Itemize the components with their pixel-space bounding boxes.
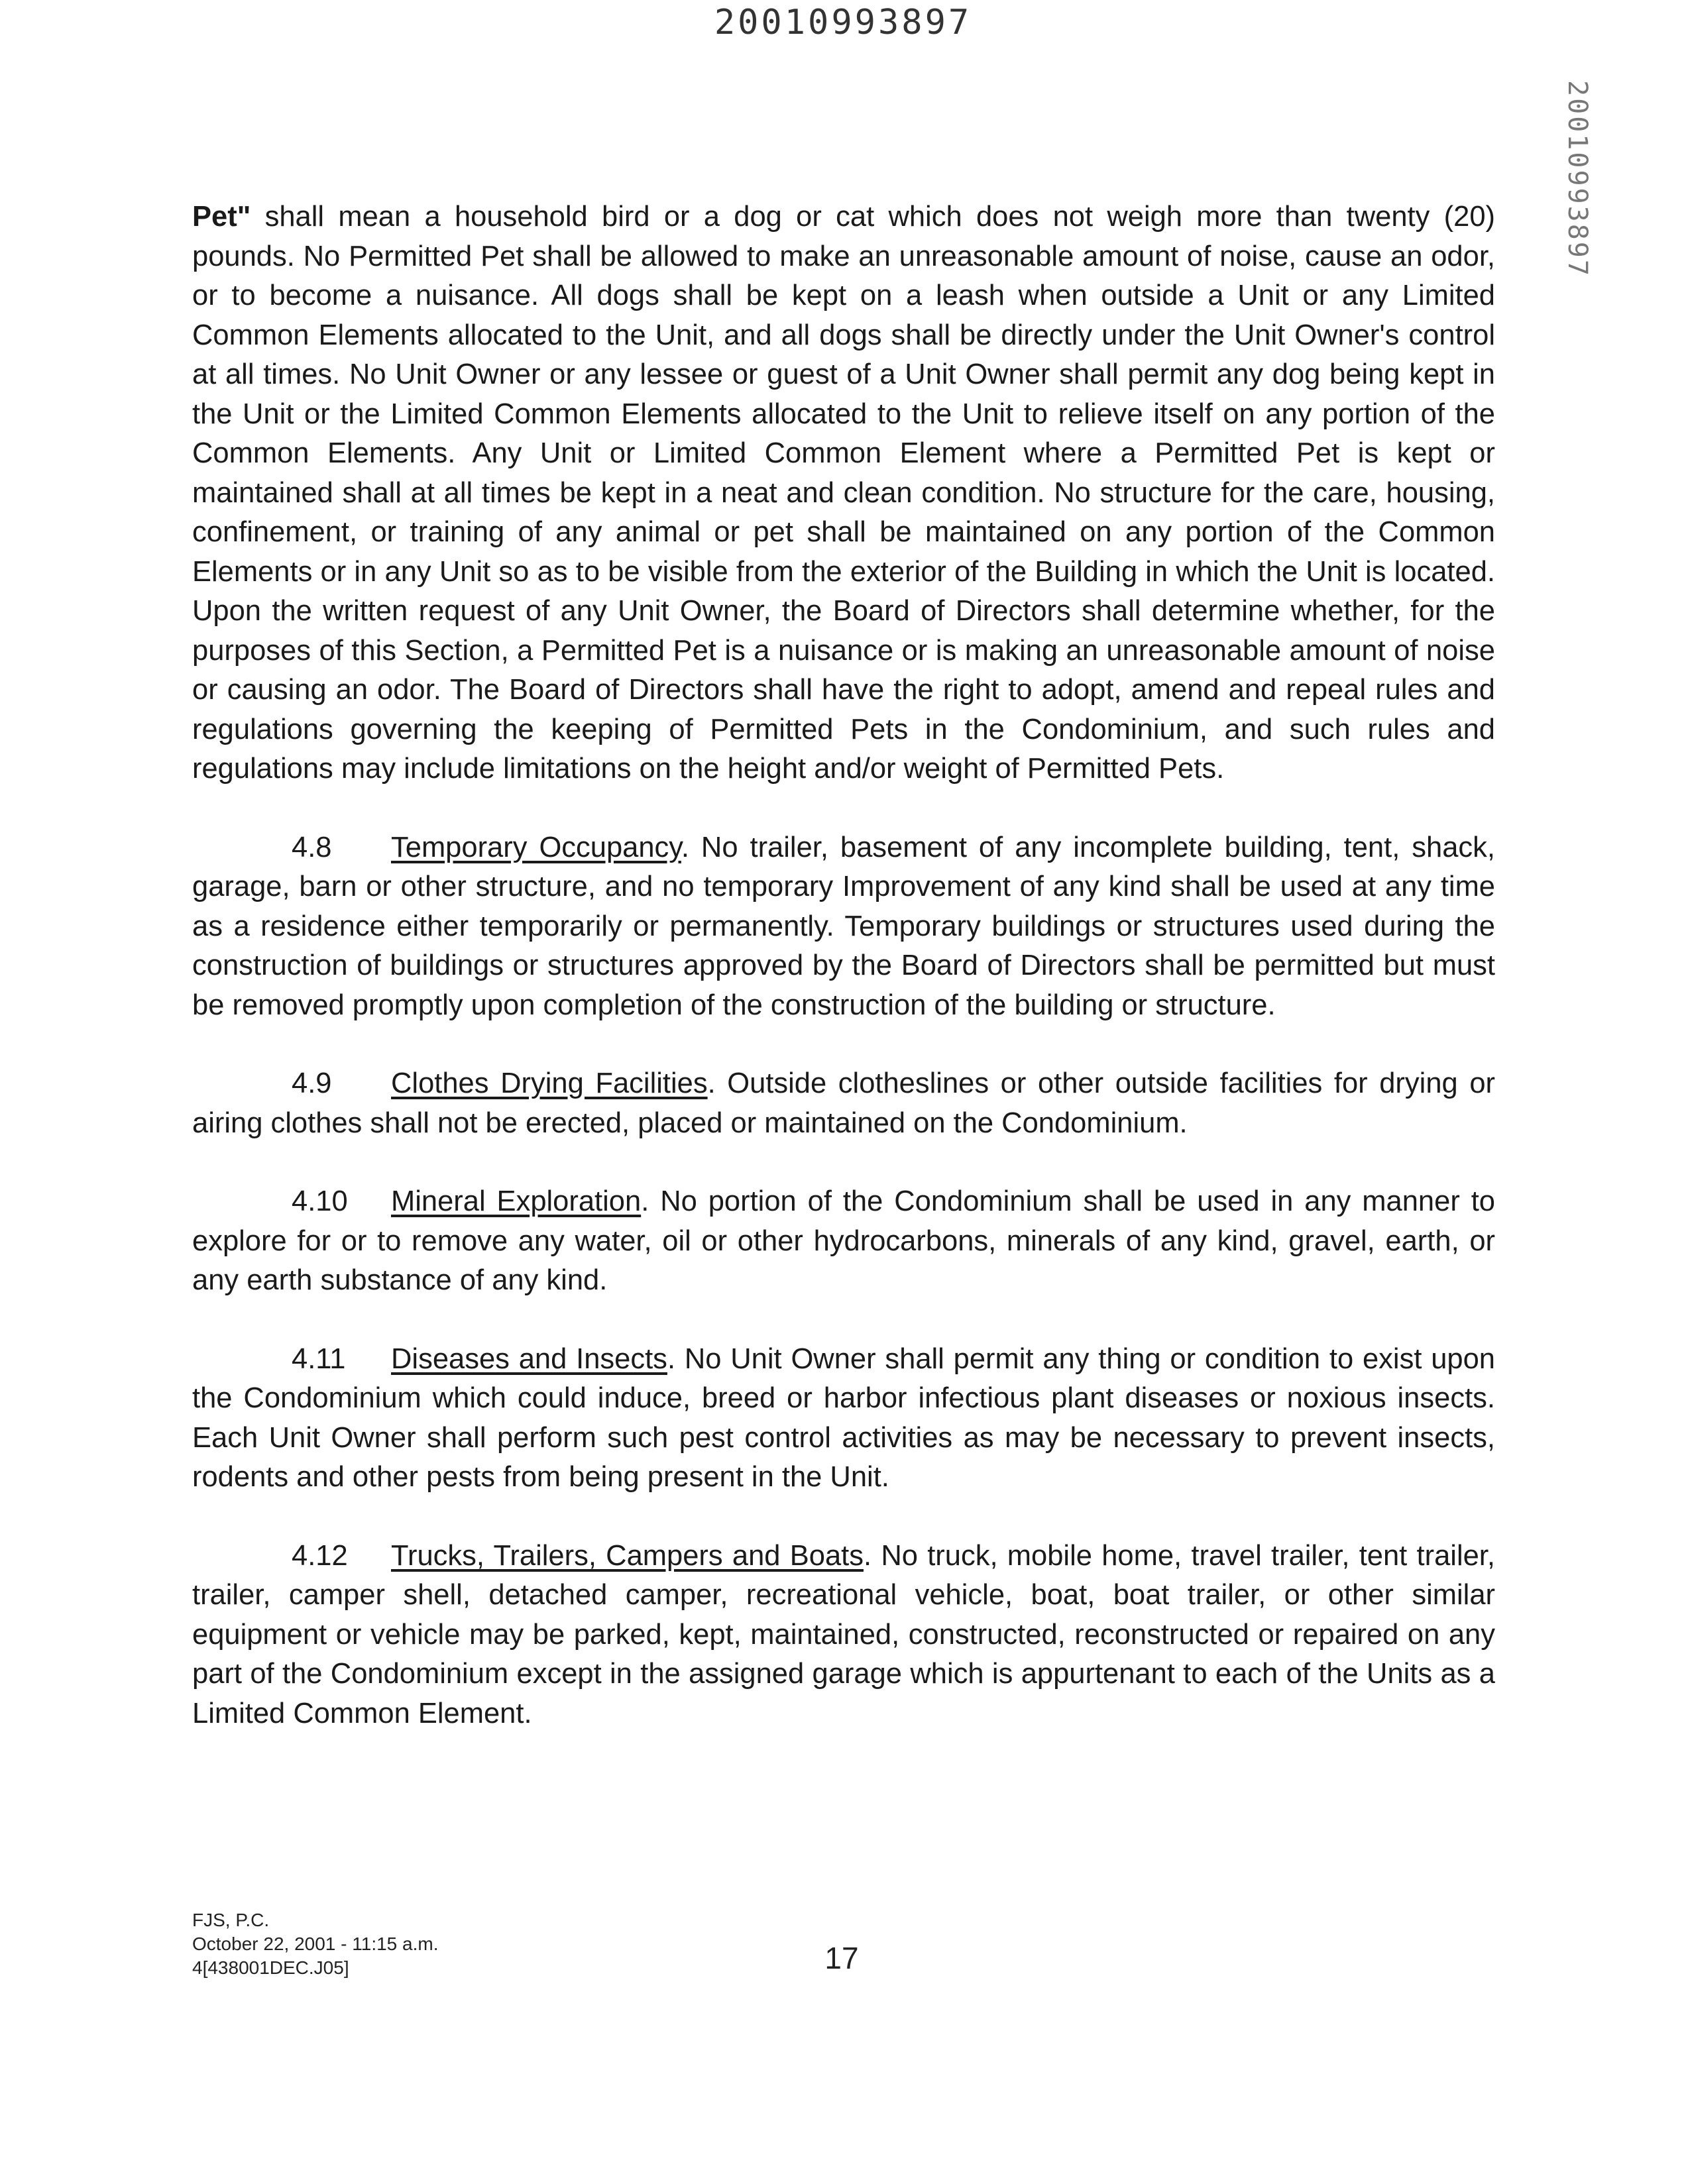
document-number: 20010993897 bbox=[714, 3, 972, 42]
side-stamp-text: 20010993897 bbox=[1562, 80, 1593, 278]
section-4-11 bbox=[192, 1340, 1495, 1498]
section-number: 4.8 bbox=[292, 831, 332, 863]
footer bbox=[192, 1908, 438, 1980]
page-number: 17 bbox=[824, 1941, 859, 1975]
section-text: . Outside clotheslines or other outside facilities for drying or airing clothes shall not be erected, placed or maintained on the Condominium. bbox=[192, 1067, 1495, 1139]
document-body bbox=[192, 197, 1495, 1773]
section-heading: Trucks, Trailers, Campers and Boats bbox=[391, 1539, 864, 1572]
section-number: 4.12 bbox=[292, 1539, 348, 1572]
section-heading: Clothes Drying Facilities bbox=[391, 1067, 708, 1099]
section-number: 4.10 bbox=[292, 1185, 348, 1217]
section-4-8 bbox=[192, 828, 1495, 1026]
section-number: 4.9 bbox=[292, 1067, 332, 1099]
section-text: . No portion of the Condominium shall be used in any manner to explore for or to remove any water, oil or other hydrocarbons, minerals of any kind, gravel, earth, or any earth substance of any kind. bbox=[192, 1185, 1495, 1296]
section-4-12 bbox=[192, 1537, 1495, 1734]
opening-text: shall mean a household bird or a dog or cat which does not weigh more than twenty (20) pounds. No Permitted Pet shall be allowed to make an unreasonable amount of noise, cause an odor, or to become a nuisance. All dogs shall be kept on a leash when outside a Unit or any Limited Common Elements allocated to the Unit, and all dogs shall be directly under the Unit Owner's control at all times. No Unit Owner or any lessee or guest of a Unit Owner shall permit any dog being kept in the Unit or the Limited Common Elements allocated to the Unit to relieve itself on any portion of the Common Elements. Any Unit or Limited Common Element where a Permitted Pet is kept or maintained shall at all times be kept in a neat and clean condition. No structure for the care, housing, confinement, or training of any animal or pet shall be maintained on any portion of the Common Elements or in any Unit so as to be visible from the exterior of the Building in which the Unit is located. Upon the written request of any Unit Owner, the Board of Directors shall determine whether, for the purposes of this Section, a Permitted Pet is a nuisance or is making an unreasonable amount of noise or causing an odor. The Board of Directors shall have the right to adopt, amend and repeal rules and regulations governing the keeping of Permitted Pets in the Condominium, and such rules and regulations may include limitations on the height and/or weight of Permitted Pets. bbox=[192, 201, 1495, 785]
side-stamp bbox=[1551, 80, 1604, 278]
section-text: . No truck, mobile home, travel trailer, tent trailer, trailer, camper shell, detached camper, recreational vehicle, boat, boat trailer, or other similar equipment or vehicle may be parked, kept, maintained, constructed, reconstructed or repaired on any part of the Condominium except in the assigned garage which is appurtenant to each of the Units as a Limited Common Element. bbox=[192, 1539, 1495, 1729]
footer-file-code: 4[438001DEC.J05] bbox=[192, 1957, 349, 1978]
opening-paragraph bbox=[192, 197, 1495, 789]
section-heading: Diseases and Insects bbox=[391, 1342, 667, 1375]
section-heading: Mineral Exploration bbox=[391, 1185, 642, 1217]
section-number: 4.11 bbox=[292, 1342, 346, 1375]
section-4-10 bbox=[192, 1182, 1495, 1301]
section-text: . No Unit Owner shall permit any thing or condition to exist upon the Condominium which could induce, breed or harbor infectious plant diseases or noxious insects. Each Unit Owner shall perform such pest control activities as may be necessary to prevent insects, rodents and other pests from being present in the Unit. bbox=[192, 1342, 1496, 1493]
opening-bold-lead: Pet" bbox=[192, 201, 251, 233]
footer-firm: FJS, P.C. bbox=[192, 1910, 270, 1930]
footer-date: October 22, 2001 - 11:15 a.m. bbox=[192, 1934, 439, 1954]
section-text: . No trailer, basement of any incomplete building, tent, shack, garage, barn or other structure, and no temporary Improvement of any kind shall be used at any time as a residence either temporarily or permanently. Temporary buildings or structures used during the construction of buildings or structures approved by the Board of Directors shall be permitted but must be removed promptly upon completion of the construction of the building or structure. bbox=[192, 831, 1495, 1021]
section-heading: Temporary Occupancy bbox=[391, 831, 681, 863]
section-4-9 bbox=[192, 1064, 1495, 1143]
